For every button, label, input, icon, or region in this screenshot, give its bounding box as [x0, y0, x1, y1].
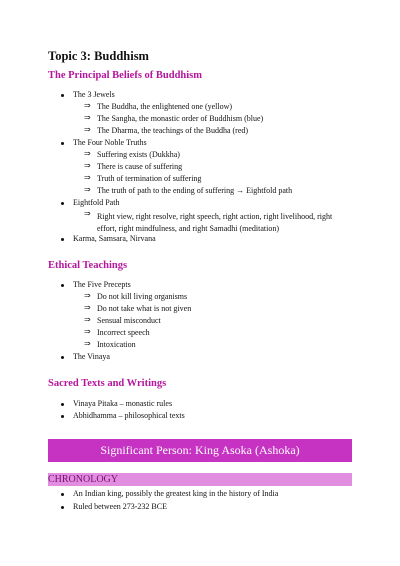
arrow-icon: ⇒: [84, 291, 91, 300]
heading-principal-beliefs: The Principal Beliefs of Buddhism: [48, 70, 203, 81]
significant-person-banner: Significant Person: King Asoka (Ashoka): [48, 439, 352, 462]
arrow-icon: ⇒: [84, 303, 91, 312]
arrow-icon: ⇒: [84, 101, 91, 110]
arrow-icon: ⇒: [84, 315, 91, 324]
arrow-icon: ⇒: [84, 339, 91, 348]
arrow-icon: ⇒: [84, 125, 91, 134]
document-page: Topic 3: Buddhism The Principal Beliefs of Buddhism The 3 Jewels ⇒ The Buddha, the enlightened one (yellow) ⇒ The Sangha, the monastic order of Buddhism (blue) ⇒ The Dharma, the teachings of the Buddha (red) The Four Noble Truths ⇒ Suffering exists (Dukkha) ⇒ There is cause of suffering ⇒ Truth of termination of suffering ⇒ The truth of path to the ending of suffering → Eightfold path Eightfold Path ⇒ Right view, right resolve, right speech, right action, right livelihood, right effort, right mindfulness, and right Samadhi (meditation) Karma, Samsara, Nirvana Ethical Teachings The Five Precepts ⇒ Do not kill living organisms ⇒ Do not take what is not given ⇒ Sensual misconduct ⇒ Incorrect speech ⇒ Intoxication The Vinaya Sacred Texts and Writings Vinaya Pitaka – monastic rules Abhidhamma – philosophical texts Significant Person: King Asoka (Ashoka) CHRONOLOGY An Indian king, possibly the greatest king in the history of India Ruled between 273-232 BCE: [0, 0, 400, 566]
heading-sacred-texts: Sacred Texts and Writings: [48, 378, 167, 389]
arrow-icon: ⇒: [84, 113, 91, 122]
topic-title: Topic 3: Buddhism: [48, 49, 149, 63]
arrow-icon: ⇒: [84, 161, 91, 170]
arrow-icon: ⇒: [84, 185, 91, 194]
arrow-icon: ⇒: [84, 149, 91, 158]
chronology-heading: CHRONOLOGY: [48, 473, 352, 486]
arrow-icon: ⇒: [84, 327, 91, 336]
arrow-icon: ⇒: [84, 173, 91, 182]
arrow-icon: ⇒: [84, 209, 91, 218]
heading-ethical-teachings: Ethical Teachings: [48, 260, 128, 271]
